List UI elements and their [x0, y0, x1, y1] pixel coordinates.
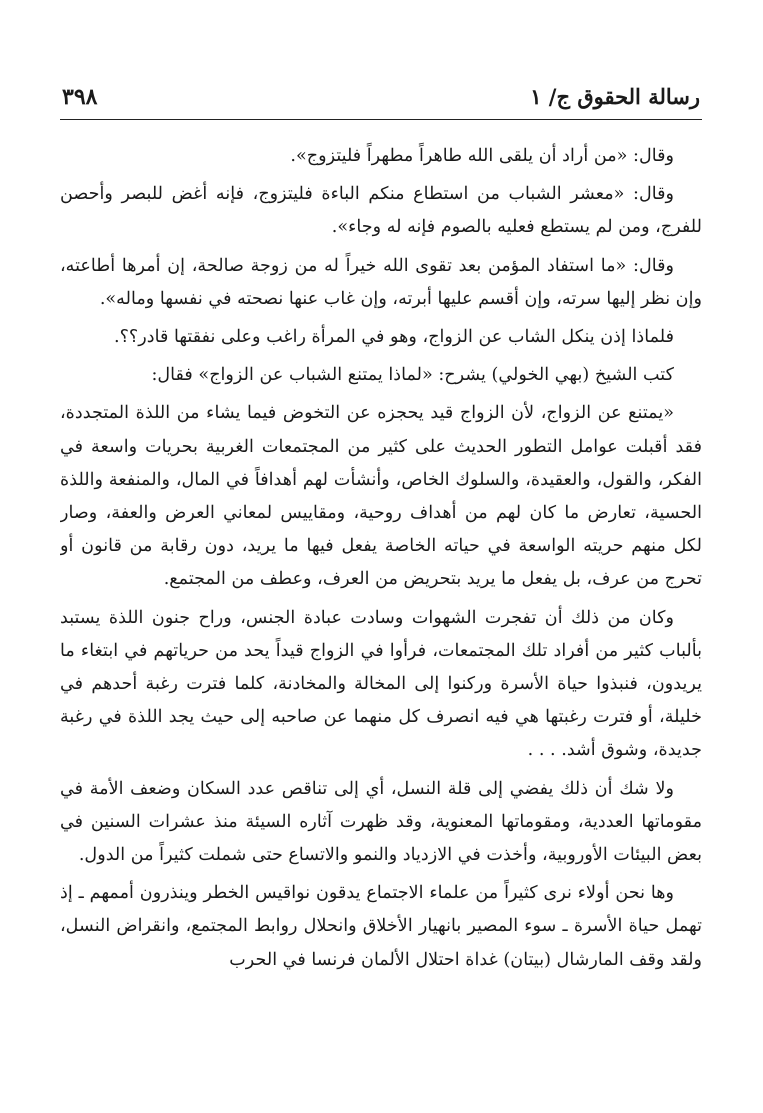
quoted-paragraph: وكان من ذلك أن تفجرت الشهوات وسادت عبادة الجنس، وراح جنون اللذة يستبد بألباب كثير من أفراد تلك المجتمعات، فرأوا في الزواج قيداً يحد من حرياتهم في ابتغاء ما يريدون، فنبذوا حياة الأسرة وركنوا إلى المخالة والمخادنة، كلما فترت رغبة أحدهم في خليلة، أو فترت رغبتها هي فيه انصرف كل منهما عن صاحبه إلى حيث يجد اللذة في رغبة جديدة، وشوق أشد. . . . — [60, 607, 702, 761]
paragraph: وقال: «معشر الشباب من استطاع منكم الباءة فليتزوج، فإنه أغض للبصر وأحصن للفرج، ومن لم يستطع فعليه بالصوم فإنه له وجاء». — [60, 184, 702, 238]
running-title: رسالة الحقوق ج/ ١ — [530, 84, 700, 109]
header-divider — [60, 119, 702, 120]
quoted-paragraph: ولا شك أن ذلك يفضي إلى قلة النسل، أي إلى تناقص عدد السكان وضعف الأمة في مقوماتها العددية، ومقوماتها المعنوية، وقد ظهرت آثاره السيئة منذ عشرات السنين في بعض البيئات الأوروبية، وأخذت في الازدياد والنمو والاتساع حتى شملت كثيراً من الدول. — [60, 778, 702, 866]
paragraph: وقال: «من أراد أن يلقى الله طاهراً مطهراً فليتزوج». — [290, 146, 674, 166]
body-text — [60, 140, 702, 1100]
paragraph: وقال: «ما استفاد المؤمن بعد تقوى الله خيراً له من زوجة صالحة، إن أمرها أطاعته، وإن نظر إليها سرته، وإن أقسم عليها أبرته، وإن غاب عنها نصحته في نفسها وماله». — [60, 255, 702, 309]
page-number: ٣٩٨ — [62, 84, 98, 110]
quoted-paragraph: وها نحن أولاء نرى كثيراً من علماء الاجتماع يدقون نواقيس الخطر وينذرون أممهم ـ إذ تهمل حياة الأسرة ـ سوء المصير بانهيار الأخلاق وانحلال روابط المجتمع، وانقراض النسل، ولقد وقف المارشال (بيتان) غداة احتلال الألمان فرنسا في الحرب — [60, 883, 702, 970]
page-header — [62, 78, 700, 118]
paragraph: فلماذا إذن ينكل الشاب عن الزواج، وهو في المرأة راغب وعلى نفقتها قادر؟؟. — [114, 327, 674, 348]
paragraph: كتب الشيخ (بهي الخولي) يشرح: «لماذا يمتنع الشباب عن الزواج» فقال: — [151, 365, 674, 386]
quoted-paragraph: «يمتنع عن الزواج، لأن الزواج قيد يحجزه عن التخوض فيما يشاء من اللذة المتجددة، فقد أقبلت عوامل التطور الحديث على كثير من المجتمعات الغربية بحريات واسعة في الفكر، والقول، والعقيدة، والسلوك الخاص، وأنشأت لهم أهدافاً في المال، والمنفعة واللذة الحسية، تعارض ما كان لهم من أهداف روحية، ومقاييس لمعاني العرض والعفة، وصار لكل منهم حريته الواسعة في حياته الخاصة يفعل فيها ما يريد، دون رقابة من قانون أو تحرج من عرف، بل يفعل ما يريد بتحريض من العرف، وعطف من المجتمع. — [60, 403, 702, 590]
